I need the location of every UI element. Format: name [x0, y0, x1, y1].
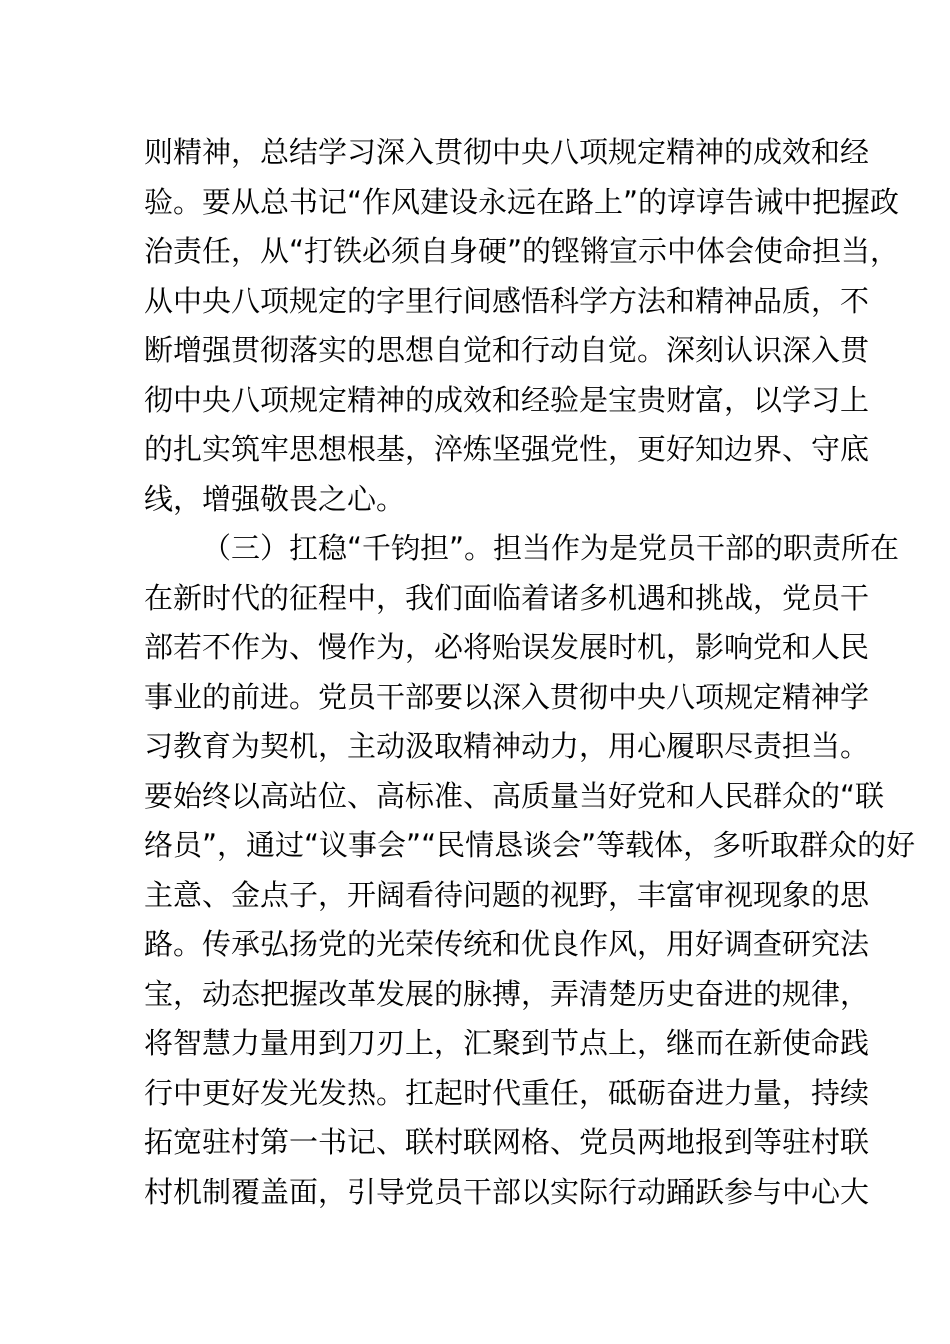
text-line: 治责任，从“打铁必须自身硬”的铿锵宣示中体会使命担当，: [144, 234, 900, 268]
text-line: 则精神，总结学习深入贯彻中央八项规定精神的成效和经: [144, 135, 870, 169]
text-line: 主意、金点子，开阔看待问题的视野，丰富审视现象的思: [144, 877, 870, 912]
text-line: 要始终以高站位、高标准、高质量当好党和人民群众的“联: [144, 778, 885, 813]
text-line: 习教育为契机，主动汲取精神动力，用心履职尽责担当。: [144, 729, 870, 763]
text-line: 线，增强敬畏之心。: [144, 481, 406, 516]
text-line: 彻中央八项规定精神的成效和经验是宝贵财富，以学习上: [144, 382, 870, 417]
text-line: 断增强贯彻落实的思想自觉和行动自觉。深刻认识深入贯: [144, 333, 870, 367]
text-line: 验。要从总书记“作风建设永远在路上”的谆谆告诫中把握政: [144, 184, 900, 219]
text-line: 宝，动态把握改革发展的脉搏，弄清楚历史奋进的规律，: [144, 976, 870, 1011]
text-line: 拓宽驻村第一书记、联村联网格、党员两地报到等驻村联: [144, 1125, 870, 1159]
text-line: 行中更好发光发热。扛起时代重任，砥砺奋进力量，持续: [144, 1075, 870, 1110]
text-line: 村机制覆盖面，引导党员干部以实际行动踊跃参与中心大: [144, 1174, 870, 1209]
text-line: 从中央八项规定的字里行间感悟科学方法和精神品质，不: [144, 283, 870, 318]
text-line: 在新时代的征程中，我们面临着诸多机遇和挑战，党员干: [144, 580, 870, 615]
body-text: [144, 128, 916, 1217]
text-line: 络员”，通过“议事会”“民情恳谈会”等载体，多听取群众的好: [144, 828, 916, 862]
section-heading-line: （三）扛稳“千钧担”。担当作为是党员干部的职责所在: [202, 531, 900, 565]
text-line: 路。传承弘扬党的光荣传统和优良作风，用好调查研究法: [144, 927, 870, 961]
text-line: 的扎实筑牢思想根基，淬炼坚强党性，更好知边界、守底: [144, 432, 870, 466]
text-line: 事业的前进。党员干部要以深入贯彻中央八项规定精神学: [144, 679, 870, 714]
text-line: 部若不作为、慢作为，必将贻误发展时机，影响党和人民: [144, 630, 870, 664]
text-line: 将智慧力量用到刀刃上，汇聚到节点上，继而在新使命践: [144, 1026, 870, 1060]
